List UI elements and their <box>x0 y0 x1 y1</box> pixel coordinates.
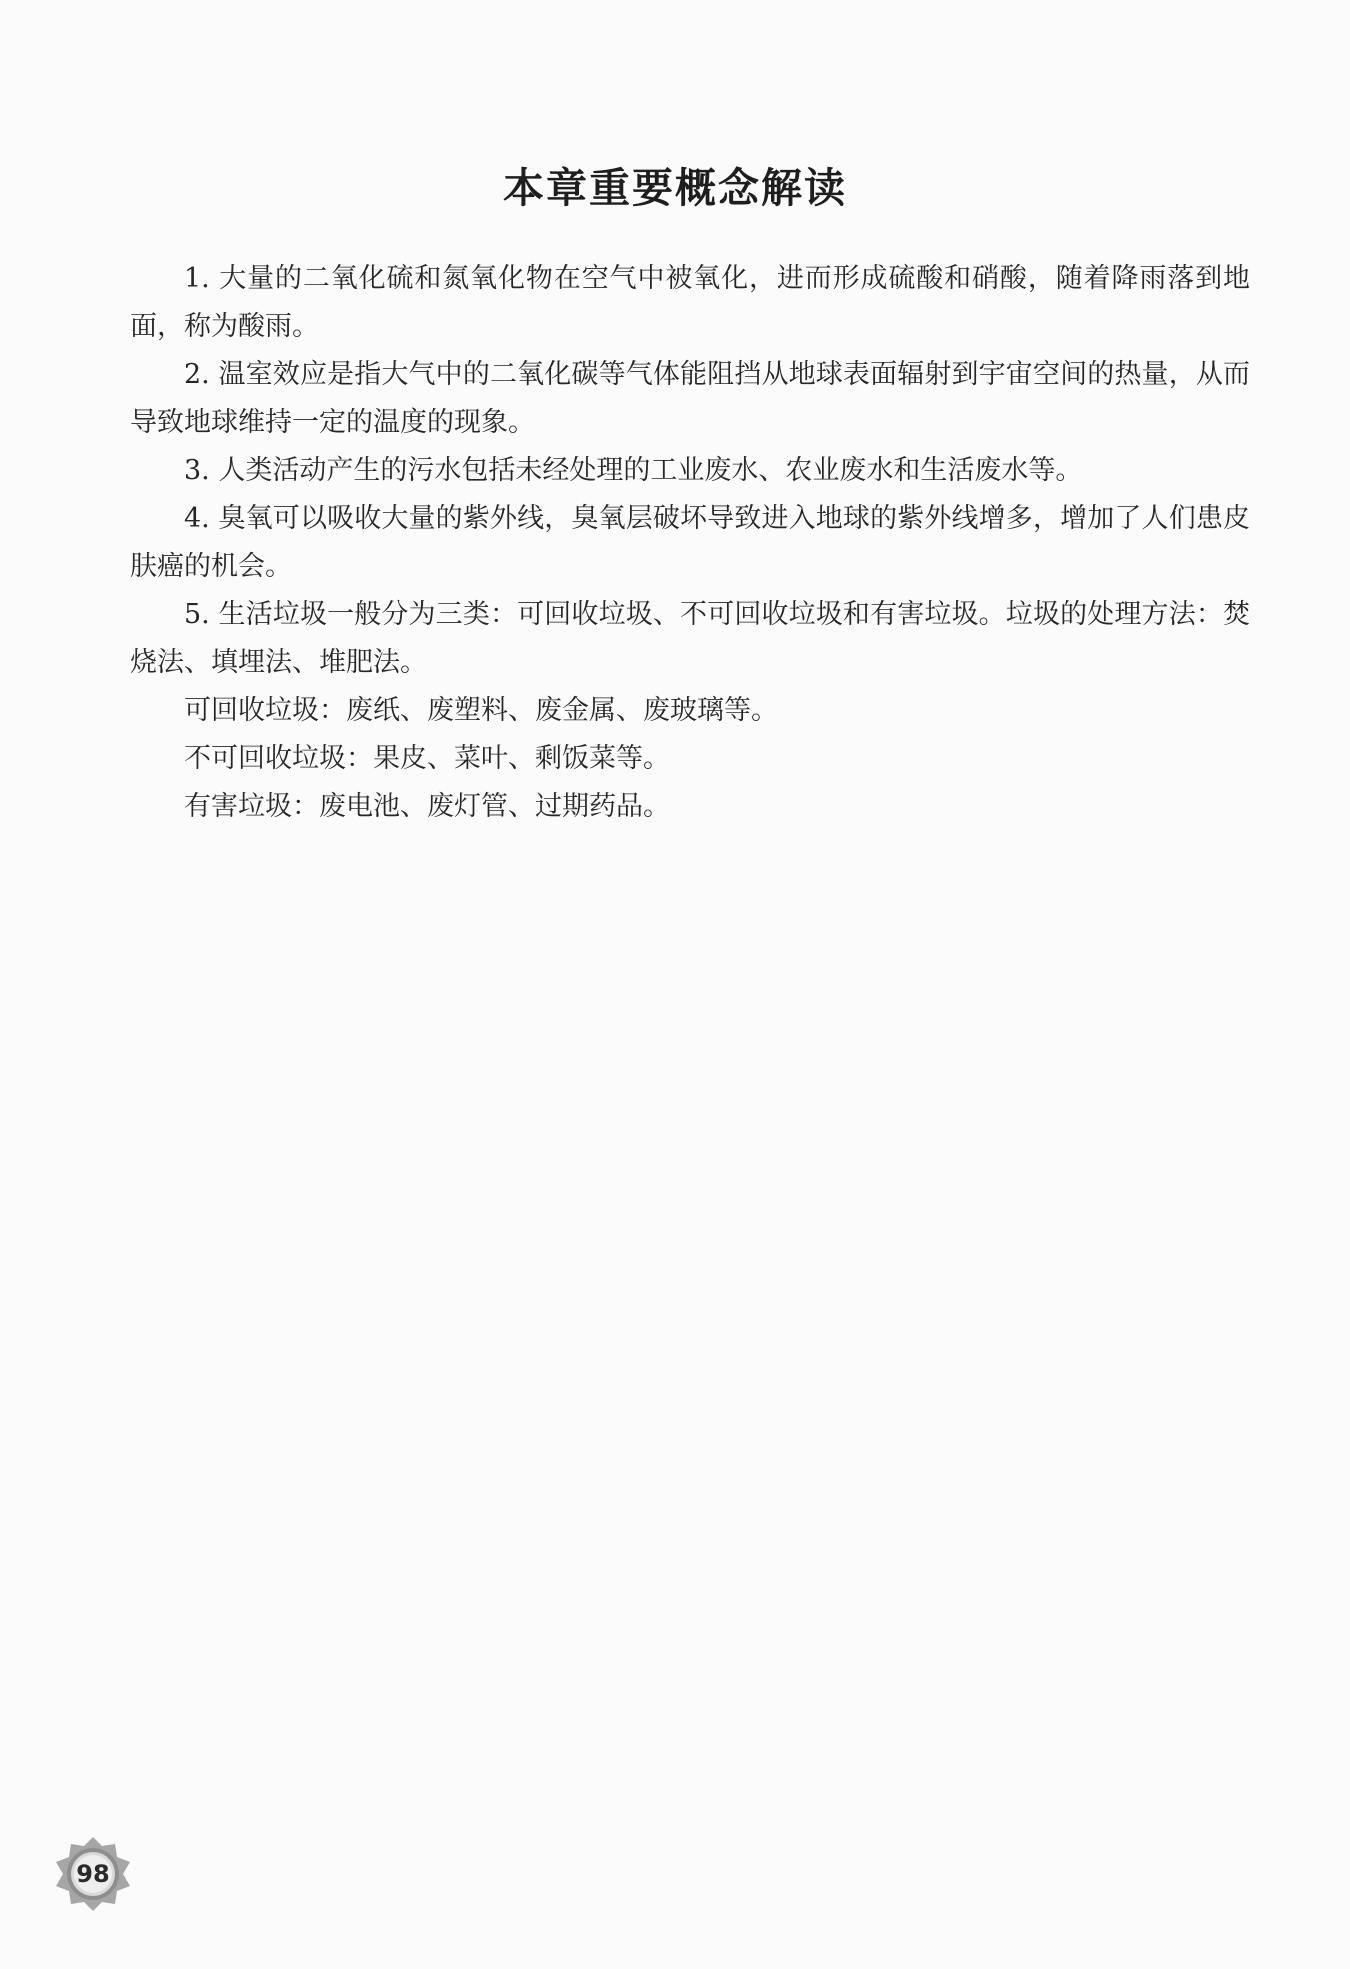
recyclable-waste-line: 可回收垃圾：废纸、废塑料、废金属、废玻璃等。 <box>184 695 778 726</box>
concept-paragraph-2: 2. 温室效应是指大气中的二氧化碳等气体能阻挡从地球表面辐射到宇宙空间的热量，从而导致地球维持一定的温度的现象。 <box>130 359 1250 438</box>
concept-list <box>130 255 1250 831</box>
concept-paragraph-1: 1. 大量的二氧化硫和氮氧化物在空气中被氧化，进而形成硫酸和硝酸，随着降雨落到地面，称为酸雨。 <box>130 263 1250 342</box>
hazardous-waste-line: 有害垃圾：废电池、废灯管、过期药品。 <box>184 791 670 822</box>
non-recyclable-waste-line: 不可回收垃圾：果皮、菜叶、剩饭菜等。 <box>184 743 670 774</box>
concept-paragraph-3: 3. 人类活动产生的污水包括未经处理的工业废水、农业废水和生活废水等。 <box>184 455 1083 486</box>
page-title: 本章重要概念解读 <box>503 164 847 212</box>
concept-paragraph-4: 4. 臭氧可以吸收大量的紫外线，臭氧层破坏导致进入地球的紫外线增多，增加了人们患皮肤癌的机会。 <box>130 503 1250 582</box>
page-number-badge <box>55 1836 131 1912</box>
concept-paragraph-5: 5. 生活垃圾一般分为三类：可回收垃圾、不可回收垃圾和有害垃圾。垃圾的处理方法：焚烧法、填埋法、堆肥法。 <box>130 599 1250 678</box>
page-number: 98 <box>76 1860 110 1888</box>
